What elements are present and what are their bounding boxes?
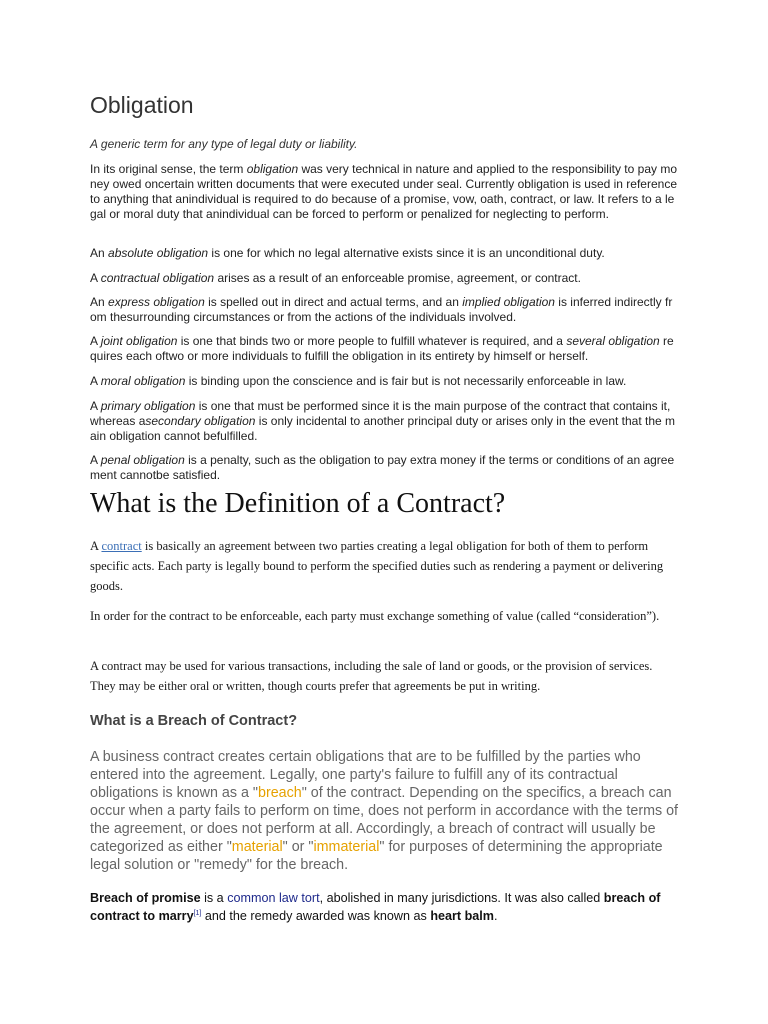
obligation-paragraph-moral: A moral obligation is binding upon the conscience and is fair but is not necessarily enforceable in law. (90, 374, 627, 388)
breach-link[interactable]: breach (258, 785, 302, 801)
immaterial-link[interactable]: immaterial (313, 839, 380, 855)
obligation-paragraph-express: An express obligation is spelled out in direct and actual terms, and an implied obligation is inferred indirectly from thesurrounding circumstances or from the actions of the individuals involved. (90, 295, 673, 324)
contract-paragraph-transactions: A contract may be used for various transactions, including the sale of land or goods, or the provision of services. They may be either oral or written, though courts prefer that agreements be put in writing. (90, 659, 653, 693)
breach-paragraph: A business contract creates certain obligations that are to be fulfilled by the parties who entered into the agreement. Legally, one party's failure to fulfill any of its contractual obligations is known as a "breach" of the contract. Depending on the specifics, a breach can occur when a party fails to perform on time, does not perform in accordance with the terms of the agreement, or does not perform at all. Accordingly, a breach of contract will usually be categorized as either "material" or "immaterial" for purposes of determining the appropriate legal solution or "remedy" for the breach. (90, 749, 679, 873)
breach-heading: What is a Breach of Contract? (90, 713, 298, 729)
obligation-paragraph-penal: A penal obligation is a penalty, such as the obligation to pay extra money if the terms or conditions of an agreement cannotbe satisfied. (90, 453, 675, 482)
obligation-paragraph-original-sense: In its original sense, the term obligation was very technical in nature and applied to the responsibility to pay money owed oncertain written documents that were executed under seal. Currently obligation is used in reference to anything that anindividual is required to do because of a promise, vow, oath, contract, or law. It refers to a legal or moral duty that anindividual can be forced to perform or penalized for neglecting to perform. (90, 162, 678, 221)
contract-paragraph-enforceable: In order for the contract to be enforceable, each party must exchange something of value (called “consideration”). (90, 609, 660, 623)
contract-paragraph-definition: A contract is basically an agreement between two parties creating a legal obligation for both of them to perform specific acts. Each party is legally bound to perform the specified duties such as rendering a payment or delivering goods. (90, 539, 664, 593)
breach-of-promise-paragraph: Breach of promise is a common law tort, abolished in many jurisdictions. It was also called breach of contract to marry[1] and the remedy awarded was known as heart balm. (90, 891, 661, 924)
common-law-tort-link[interactable]: common law tort (227, 891, 320, 905)
obligation-paragraph-joint: A joint obligation is one that binds two or more people to fulfill whatever is required, and a several obligation requires each oftwo or more individuals to fulfill the obligation in its entirety by himself or herself. (90, 334, 674, 363)
contract-link[interactable]: contract (101, 539, 142, 553)
contract-definition-heading: What is the Definition of a Contract? (90, 488, 506, 519)
obligation-heading: Obligation (90, 92, 194, 118)
citation-1-link[interactable]: [1] (193, 910, 202, 917)
obligation-subtitle: A generic term for any type of legal duty or liability. (90, 137, 358, 151)
obligation-paragraph-contractual: A contractual obligation arises as a result of an enforceable promise, agreement, or contract. (90, 271, 581, 285)
material-link[interactable]: material (231, 839, 283, 855)
obligation-paragraph-primary: A primary obligation is one that must be performed since it is the main purpose of the contract that contains it, whereas asecondary obligation is only incidental to another principal duty or arises only in the event that the main obligation cannot befulfilled. (90, 399, 676, 443)
obligation-paragraph-absolute: An absolute obligation is one for which no legal alternative exists since it is an unconditional duty. (90, 246, 605, 260)
